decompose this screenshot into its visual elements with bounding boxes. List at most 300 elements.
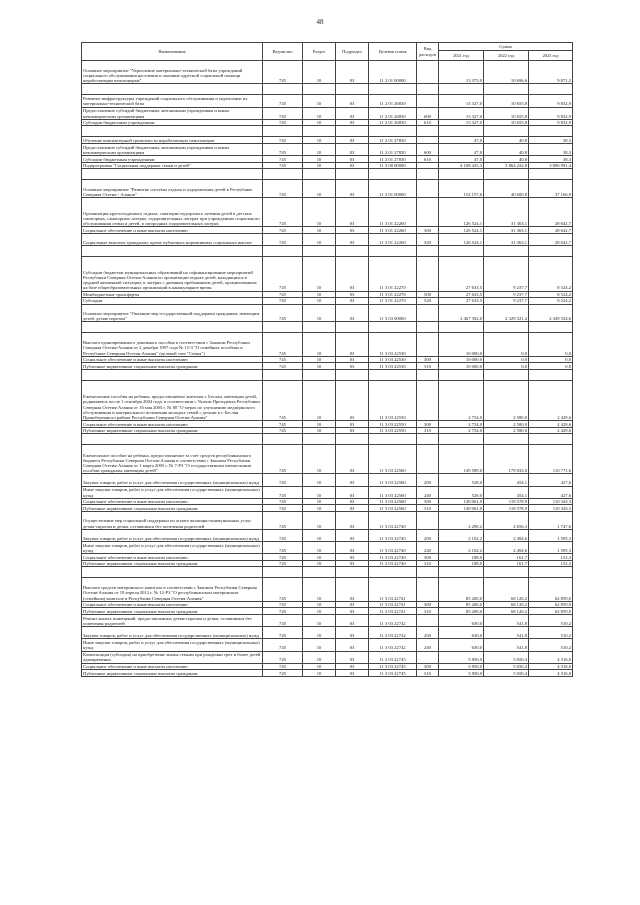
row-ministry: 745: [263, 162, 303, 169]
row-ministry: 745: [263, 227, 303, 234]
table-row: [82, 639, 573, 651]
row-type: [417, 578, 439, 601]
row-target: 11 3 03 22560: [369, 505, 417, 512]
row-type: 310: [417, 560, 439, 567]
row-section: 10: [303, 298, 336, 305]
row-sum-2022: 0,0: [484, 356, 529, 363]
row-spacer: [82, 84, 573, 95]
row-sum-2023: 28 642,7: [529, 198, 573, 227]
table-row: [82, 560, 573, 567]
table-row: [82, 601, 573, 608]
row-subsection: 03: [336, 608, 369, 615]
row-type: [417, 256, 439, 291]
row-ministry: 745: [263, 198, 303, 227]
row-section: 10: [303, 445, 336, 474]
row-sum-2022: 3 864 222,8: [484, 162, 529, 169]
row-sum-2023: 38,3: [529, 156, 573, 163]
table-row: [82, 608, 573, 615]
spacer-cell: [82, 84, 263, 95]
row-subsection: 03: [336, 505, 369, 512]
row-sum-2021: 2 102,2: [439, 541, 484, 553]
row-type: [417, 333, 439, 356]
row-spacer: [82, 169, 573, 180]
row-sum-2023: 9 832,9: [529, 95, 573, 107]
spacer-cell: [303, 84, 336, 95]
spacer-cell: [484, 434, 529, 445]
spacer-cell: [529, 567, 573, 578]
row-sum-2022: 10 655,8: [484, 107, 529, 119]
table-row: [82, 180, 573, 198]
row-name: Закупка товаров, работ и услуг для обеспечения государственных (муниципальных) нужд: [82, 474, 263, 486]
row-name: Основное мероприятие "Укрепление материально-технической базы учреждений социального обслуживания населения и оказание адресной социальной помощи неработающим пенсионерам": [82, 61, 263, 84]
header-sum: Сумма: [439, 43, 573, 51]
row-sum-2021: 13 375,0: [439, 61, 484, 84]
row-ministry: 745: [263, 233, 303, 245]
row-sum-2021: 5 850,0: [439, 670, 484, 677]
header-name: Наименование: [82, 43, 263, 61]
row-target: 11 3 03 22742: [369, 639, 417, 651]
row-section: 10: [303, 486, 336, 498]
row-target: 11 3 01 22270: [369, 298, 417, 305]
row-sum-2022: 2 580,0: [484, 381, 529, 421]
row-sum-2023: 37 166,9: [529, 180, 573, 198]
row-section: 10: [303, 333, 336, 356]
row-subsection: 03: [336, 474, 369, 486]
row-sum-2021: 188,0: [439, 560, 484, 567]
row-type: 300: [417, 601, 439, 608]
row-sum-2022: 5 650,4: [484, 663, 529, 670]
row-name: Закупка товаров, работ и услуг для обеспечения государственных (муниципальных) нужд: [82, 529, 263, 541]
row-type: 310: [417, 427, 439, 434]
row-name: Социальное обеспечение и иные выплаты населению: [82, 356, 263, 363]
table-row: [82, 627, 573, 639]
row-section: 10: [303, 663, 336, 670]
row-spacer: [82, 126, 573, 137]
table-row: [82, 61, 573, 84]
table-row: [82, 578, 573, 601]
row-name: Субсидии: [82, 298, 263, 305]
row-subsection: 03: [336, 614, 369, 626]
row-type: 310: [417, 505, 439, 512]
spacer-cell: [303, 434, 336, 445]
spacer-cell: [417, 84, 439, 95]
row-subsection: 03: [336, 356, 369, 363]
row-sum-2022: 2 329 521,4: [484, 304, 529, 322]
row-name: Ежемесячные пособия на ребенка, предоставляемое жителям г. Беслан, имеющим детей, родившимся после 1 сентября 2004 года, в соответствии с Указом Президента Республики Северная Осетия-Алания от 16 мая 2005 г. № 80 "О мерах по улучшению медицинского обслуживания и материального положения молодых семей с детьми в г. Беслан Правобережного района Республики Северная Осетия-Алания": [82, 381, 263, 421]
row-subsection: 03: [336, 162, 369, 169]
table-row: [82, 198, 573, 227]
row-ministry: 745: [263, 119, 303, 126]
row-sum-2023: 2 349 334,6: [529, 304, 573, 322]
spacer-cell: [303, 370, 336, 381]
row-ministry: 745: [263, 560, 303, 567]
row-subsection: 03: [336, 156, 369, 163]
row-target: 11 3 03 22550: [369, 381, 417, 421]
row-type: 300: [417, 663, 439, 670]
row-target: 11 3 03 22530: [369, 333, 417, 356]
row-subsection: 03: [336, 529, 369, 541]
row-sum-2023: 9 832,9: [529, 119, 573, 126]
spacer-cell: [82, 169, 263, 180]
header-target: Целевая статья: [369, 43, 417, 61]
row-sum-2021: 13 327,0: [439, 107, 484, 119]
spacer-cell: [82, 245, 263, 256]
table-row: [82, 427, 573, 434]
row-name: Социальное обеспечение и иные выплаты населению: [82, 663, 263, 670]
row-ministry: 745: [263, 614, 303, 626]
row-sum-2023: 28 642,7: [529, 233, 573, 245]
row-spacer: [82, 370, 573, 381]
row-name: Основное мероприятие "Развитие системы отдыха и оздоровления детей в Республике Северная Осетия - Алания": [82, 180, 263, 198]
row-sum-2023: 1 595,3: [529, 529, 573, 541]
table-row: [82, 356, 573, 363]
row-sum-2022: 68 120,2: [484, 601, 529, 608]
row-sum-2023: 2 429,6: [529, 421, 573, 428]
row-subsection: 03: [336, 333, 369, 356]
table-body: [82, 61, 573, 677]
row-name: Социальное обеспечение и иные выплаты населению: [82, 498, 263, 505]
row-subsection: 03: [336, 95, 369, 107]
row-sum-2023: 0,0: [529, 363, 573, 370]
row-target: 11 3 03 22530: [369, 356, 417, 363]
spacer-cell: [417, 169, 439, 180]
row-subsection: 03: [336, 198, 369, 227]
row-sum-2022: 5 650,4: [484, 651, 529, 663]
row-ministry: 745: [263, 95, 303, 107]
spacer-cell: [484, 567, 529, 578]
row-target: 11 3 03 22550: [369, 427, 417, 434]
row-section: 10: [303, 670, 336, 677]
spacer-cell: [82, 434, 263, 445]
spacer-cell: [82, 370, 263, 381]
row-section: 10: [303, 639, 336, 651]
row-sum-2021: 10 000,0: [439, 333, 484, 356]
row-subsection: 03: [336, 61, 369, 84]
row-name: Ежемесячное пособие на ребенка, предоставляемое за счет средств республиканского бюджета Республики Северная Осетия-Алания в соответствии с Законом Республики Северная Осетия-Алания от 1 марта 2005 г. № 7-РЗ "О государственном ежемесячном пособии гражданам, имеющим детей": [82, 445, 263, 474]
table-row: [82, 486, 573, 498]
table-row: [82, 529, 573, 541]
row-target: 11 2 01 27830: [369, 137, 417, 144]
spacer-cell: [336, 567, 369, 578]
row-sum-2022: 541,8: [484, 627, 529, 639]
spacer-cell: [484, 322, 529, 333]
row-sum-2022: 40,8: [484, 156, 529, 163]
table-row: [82, 107, 573, 119]
row-type: [417, 180, 439, 198]
row-section: 10: [303, 421, 336, 428]
spacer-cell: [369, 322, 417, 333]
row-sum-2021: 13 327,0: [439, 119, 484, 126]
row-sum-2021: 47,0: [439, 143, 484, 155]
row-subsection: 03: [336, 670, 369, 677]
table-row: [82, 137, 573, 144]
spacer-cell: [439, 126, 484, 137]
row-target: 11 2 01 27830: [369, 143, 417, 155]
row-type: 200: [417, 627, 439, 639]
row-ministry: 745: [263, 445, 303, 474]
spacer-cell: [529, 322, 573, 333]
spacer-cell: [529, 245, 573, 256]
spacer-cell: [369, 84, 417, 95]
spacer-cell: [439, 169, 484, 180]
spacer-cell: [263, 126, 303, 137]
row-sum-2021: 2 290,2: [439, 512, 484, 530]
row-target: 11 3 01 22260: [369, 227, 417, 234]
row-sum-2021: 5 850,0: [439, 663, 484, 670]
table-row: [82, 614, 573, 626]
row-section: 10: [303, 529, 336, 541]
row-section: 10: [303, 474, 336, 486]
row-ministry: 745: [263, 137, 303, 144]
table-row: [82, 663, 573, 670]
row-name: Предоставление субсидий бюджетным, автономным учреждениям и иным некоммерческим организациям: [82, 107, 263, 119]
row-sum-2023: 62 859,0: [529, 601, 573, 608]
spacer-cell: [303, 126, 336, 137]
header-2023: 2023 год: [529, 51, 573, 61]
row-name: Обучение компьютерной грамотности неработающих пенсионеров: [82, 137, 263, 144]
row-subsection: 03: [336, 421, 369, 428]
row-sum-2022: 541,8: [484, 639, 529, 651]
spacer-cell: [417, 370, 439, 381]
row-sum-2021: 2 754,0: [439, 427, 484, 434]
row-target: 11 3 01 22260: [369, 198, 417, 227]
row-subsection: 03: [336, 663, 369, 670]
row-ministry: 745: [263, 363, 303, 370]
row-subsection: 03: [336, 512, 369, 530]
row-target: 11 3 03 22560: [369, 498, 417, 505]
table-row: [82, 95, 573, 107]
row-sum-2021: 85 200,0: [439, 578, 484, 601]
row-sum-2022: 68 120,2: [484, 608, 529, 615]
spacer-cell: [484, 245, 529, 256]
row-section: 10: [303, 427, 336, 434]
row-sum-2023: 0,0: [529, 356, 573, 363]
row-target: 11 3 03 22560: [369, 445, 417, 474]
row-section: 10: [303, 541, 336, 553]
row-spacer: [82, 245, 573, 256]
row-type: 320: [417, 233, 439, 245]
row-sum-2021: 630,0: [439, 639, 484, 651]
row-target: 11 2 01 00000: [369, 61, 417, 84]
row-ministry: 745: [263, 427, 303, 434]
row-target: 11 2 01 26830: [369, 107, 417, 119]
row-section: 10: [303, 356, 336, 363]
row-sum-2023: 1 595,3: [529, 541, 573, 553]
row-sum-2022: 31 363,1: [484, 233, 529, 245]
page-number: 48: [316, 18, 324, 26]
row-sum-2022: 68 120,2: [484, 578, 529, 601]
row-ministry: 745: [263, 298, 303, 305]
row-sum-2023: 110 771,6: [529, 445, 573, 474]
table-row: [82, 445, 573, 474]
row-name: Публичные нормативные социальные выплаты гражданам: [82, 427, 263, 434]
row-type: [417, 137, 439, 144]
spacer-cell: [263, 169, 303, 180]
spacer-cell: [263, 245, 303, 256]
spacer-cell: [369, 245, 417, 256]
spacer-cell: [303, 169, 336, 180]
row-name: Публичные нормативные социальные выплаты гражданам: [82, 670, 263, 677]
row-ministry: 745: [263, 663, 303, 670]
row-type: 600: [417, 107, 439, 119]
row-sum-2022: 0,0: [484, 363, 529, 370]
row-ministry: 745: [263, 601, 303, 608]
row-subsection: 03: [336, 541, 369, 553]
row-type: 200: [417, 529, 439, 541]
row-type: [417, 614, 439, 626]
row-ministry: 745: [263, 291, 303, 298]
spacer-cell: [439, 245, 484, 256]
row-name: Иные закупки товаров, работ и услуг для обеспечения государственных (муниципальных) нужд: [82, 486, 263, 498]
row-section: 10: [303, 95, 336, 107]
row-type: [417, 162, 439, 169]
row-sum-2021: 5 850,0: [439, 651, 484, 663]
row-sum-2021: 13 327,0: [439, 95, 484, 107]
row-type: 310: [417, 608, 439, 615]
row-target: 11 3 01 22270: [369, 256, 417, 291]
spacer-cell: [369, 567, 417, 578]
row-type: [417, 381, 439, 421]
row-ministry: 745: [263, 61, 303, 84]
row-sum-2023: 4 316,0: [529, 651, 573, 663]
row-subsection: 03: [336, 119, 369, 126]
row-target: 11 3 03 22740: [369, 541, 417, 553]
row-type: 240: [417, 486, 439, 498]
row-sum-2023: 510,2: [529, 627, 573, 639]
row-target: 11 3 03 00000: [369, 304, 417, 322]
row-sum-2023: 152,3: [529, 560, 573, 567]
row-name: Публичные нормативные социальные выплаты гражданам: [82, 608, 263, 615]
row-type: 610: [417, 156, 439, 163]
spacer-cell: [529, 169, 573, 180]
row-section: 10: [303, 608, 336, 615]
spacer-cell: [369, 169, 417, 180]
spacer-cell: [263, 322, 303, 333]
table-row: [82, 498, 573, 505]
row-sum-2023: 62 859,0: [529, 578, 573, 601]
row-section: 10: [303, 198, 336, 227]
spacer-cell: [263, 567, 303, 578]
spacer-cell: [529, 126, 573, 137]
row-name: Субсидии бюджетным учреждениям: [82, 156, 263, 163]
row-sum-2021: 2 102,2: [439, 529, 484, 541]
row-subsection: 03: [336, 578, 369, 601]
row-section: 10: [303, 119, 336, 126]
table-row: [82, 512, 573, 530]
header-section: Раздел: [303, 43, 336, 61]
row-section: 10: [303, 137, 336, 144]
table-row: [82, 298, 573, 305]
row-target: 11 3 03 22742: [369, 627, 417, 639]
row-sum-2022: 2 580,0: [484, 427, 529, 434]
row-sum-2023: 8 524,2: [529, 291, 573, 298]
table-row: [82, 304, 573, 322]
row-target: 11 3 03 22740: [369, 560, 417, 567]
row-subsection: 03: [336, 304, 369, 322]
row-section: 10: [303, 143, 336, 155]
row-sum-2022: 179 033,0: [484, 445, 529, 474]
row-sum-2022: 10 655,8: [484, 95, 529, 107]
spacer-cell: [263, 434, 303, 445]
row-ministry: 745: [263, 512, 303, 530]
spacer-cell: [439, 370, 484, 381]
row-sum-2023: 427,6: [529, 474, 573, 486]
row-sum-2021: 10 000,0: [439, 363, 484, 370]
table-row: [82, 162, 573, 169]
row-sum-2022: 40 600,8: [484, 180, 529, 198]
row-sum-2022: 161,7: [484, 554, 529, 561]
row-ministry: 745: [263, 107, 303, 119]
table-row: [82, 227, 573, 234]
row-subsection: 03: [336, 381, 369, 421]
row-type: 600: [417, 143, 439, 155]
spacer-cell: [336, 370, 369, 381]
row-section: 10: [303, 512, 336, 530]
spacer-cell: [336, 84, 369, 95]
row-subsection: 03: [336, 601, 369, 608]
row-ministry: 745: [263, 474, 303, 486]
spacer-cell: [529, 434, 573, 445]
row-sum-2022: 31 363,1: [484, 227, 529, 234]
row-type: [417, 61, 439, 84]
row-sum-2022: 2 494,6: [484, 529, 529, 541]
spacer-cell: [303, 567, 336, 578]
spacer-cell: [484, 370, 529, 381]
table-row: [82, 474, 573, 486]
row-sum-2021: 47,0: [439, 137, 484, 144]
row-sum-2023: 62 859,0: [529, 608, 573, 615]
spacer-cell: [336, 322, 369, 333]
header-2022: 2022 год: [484, 51, 529, 61]
row-section: 10: [303, 554, 336, 561]
row-target: 11 2 01 27830: [369, 156, 417, 163]
row-sum-2021: 2 754,0: [439, 421, 484, 428]
spacer-cell: [529, 84, 573, 95]
row-sum-2022: 161,7: [484, 560, 529, 567]
row-type: [417, 445, 439, 474]
row-target: 11 3 03 22741: [369, 608, 417, 615]
row-type: [417, 198, 439, 227]
spacer-cell: [263, 370, 303, 381]
row-sum-2021: 126 524,1: [439, 227, 484, 234]
row-sum-2021: 2 467 392,0: [439, 304, 484, 322]
row-sum-2022: 40,8: [484, 137, 529, 144]
row-sum-2023: 28 642,7: [529, 227, 573, 234]
spacer-cell: [417, 434, 439, 445]
row-sum-2022: 541,8: [484, 614, 529, 626]
row-ministry: 745: [263, 639, 303, 651]
row-section: 10: [303, 627, 336, 639]
row-sum-2021: 27 633,5: [439, 298, 484, 305]
row-sum-2023: 8 524,2: [529, 256, 573, 291]
row-target: 11 3 03 22745: [369, 670, 417, 677]
row-name: Социальное обеспечение и иные выплаты населению: [82, 554, 263, 561]
row-ministry: 745: [263, 304, 303, 322]
spacer-cell: [369, 434, 417, 445]
row-type: [417, 512, 439, 530]
row-subsection: 03: [336, 560, 369, 567]
row-name: Выплата средств материнского капитала в соответствии с Законом Республики Северная Осетия-Алания от 18 апреля 2012 г. № 12-РЗ "О республиканском материнском (семейном) капитале в Республике Северная Осетия-Алания": [82, 578, 263, 601]
table-row: [82, 156, 573, 163]
row-sum-2023: 8 524,2: [529, 298, 573, 305]
row-section: 10: [303, 578, 336, 601]
row-ministry: 745: [263, 180, 303, 198]
row-sum-2021: 4 108 435,3: [439, 162, 484, 169]
table-row: [82, 381, 573, 421]
row-ministry: 745: [263, 554, 303, 561]
row-subsection: 03: [336, 627, 369, 639]
row-section: 10: [303, 651, 336, 663]
